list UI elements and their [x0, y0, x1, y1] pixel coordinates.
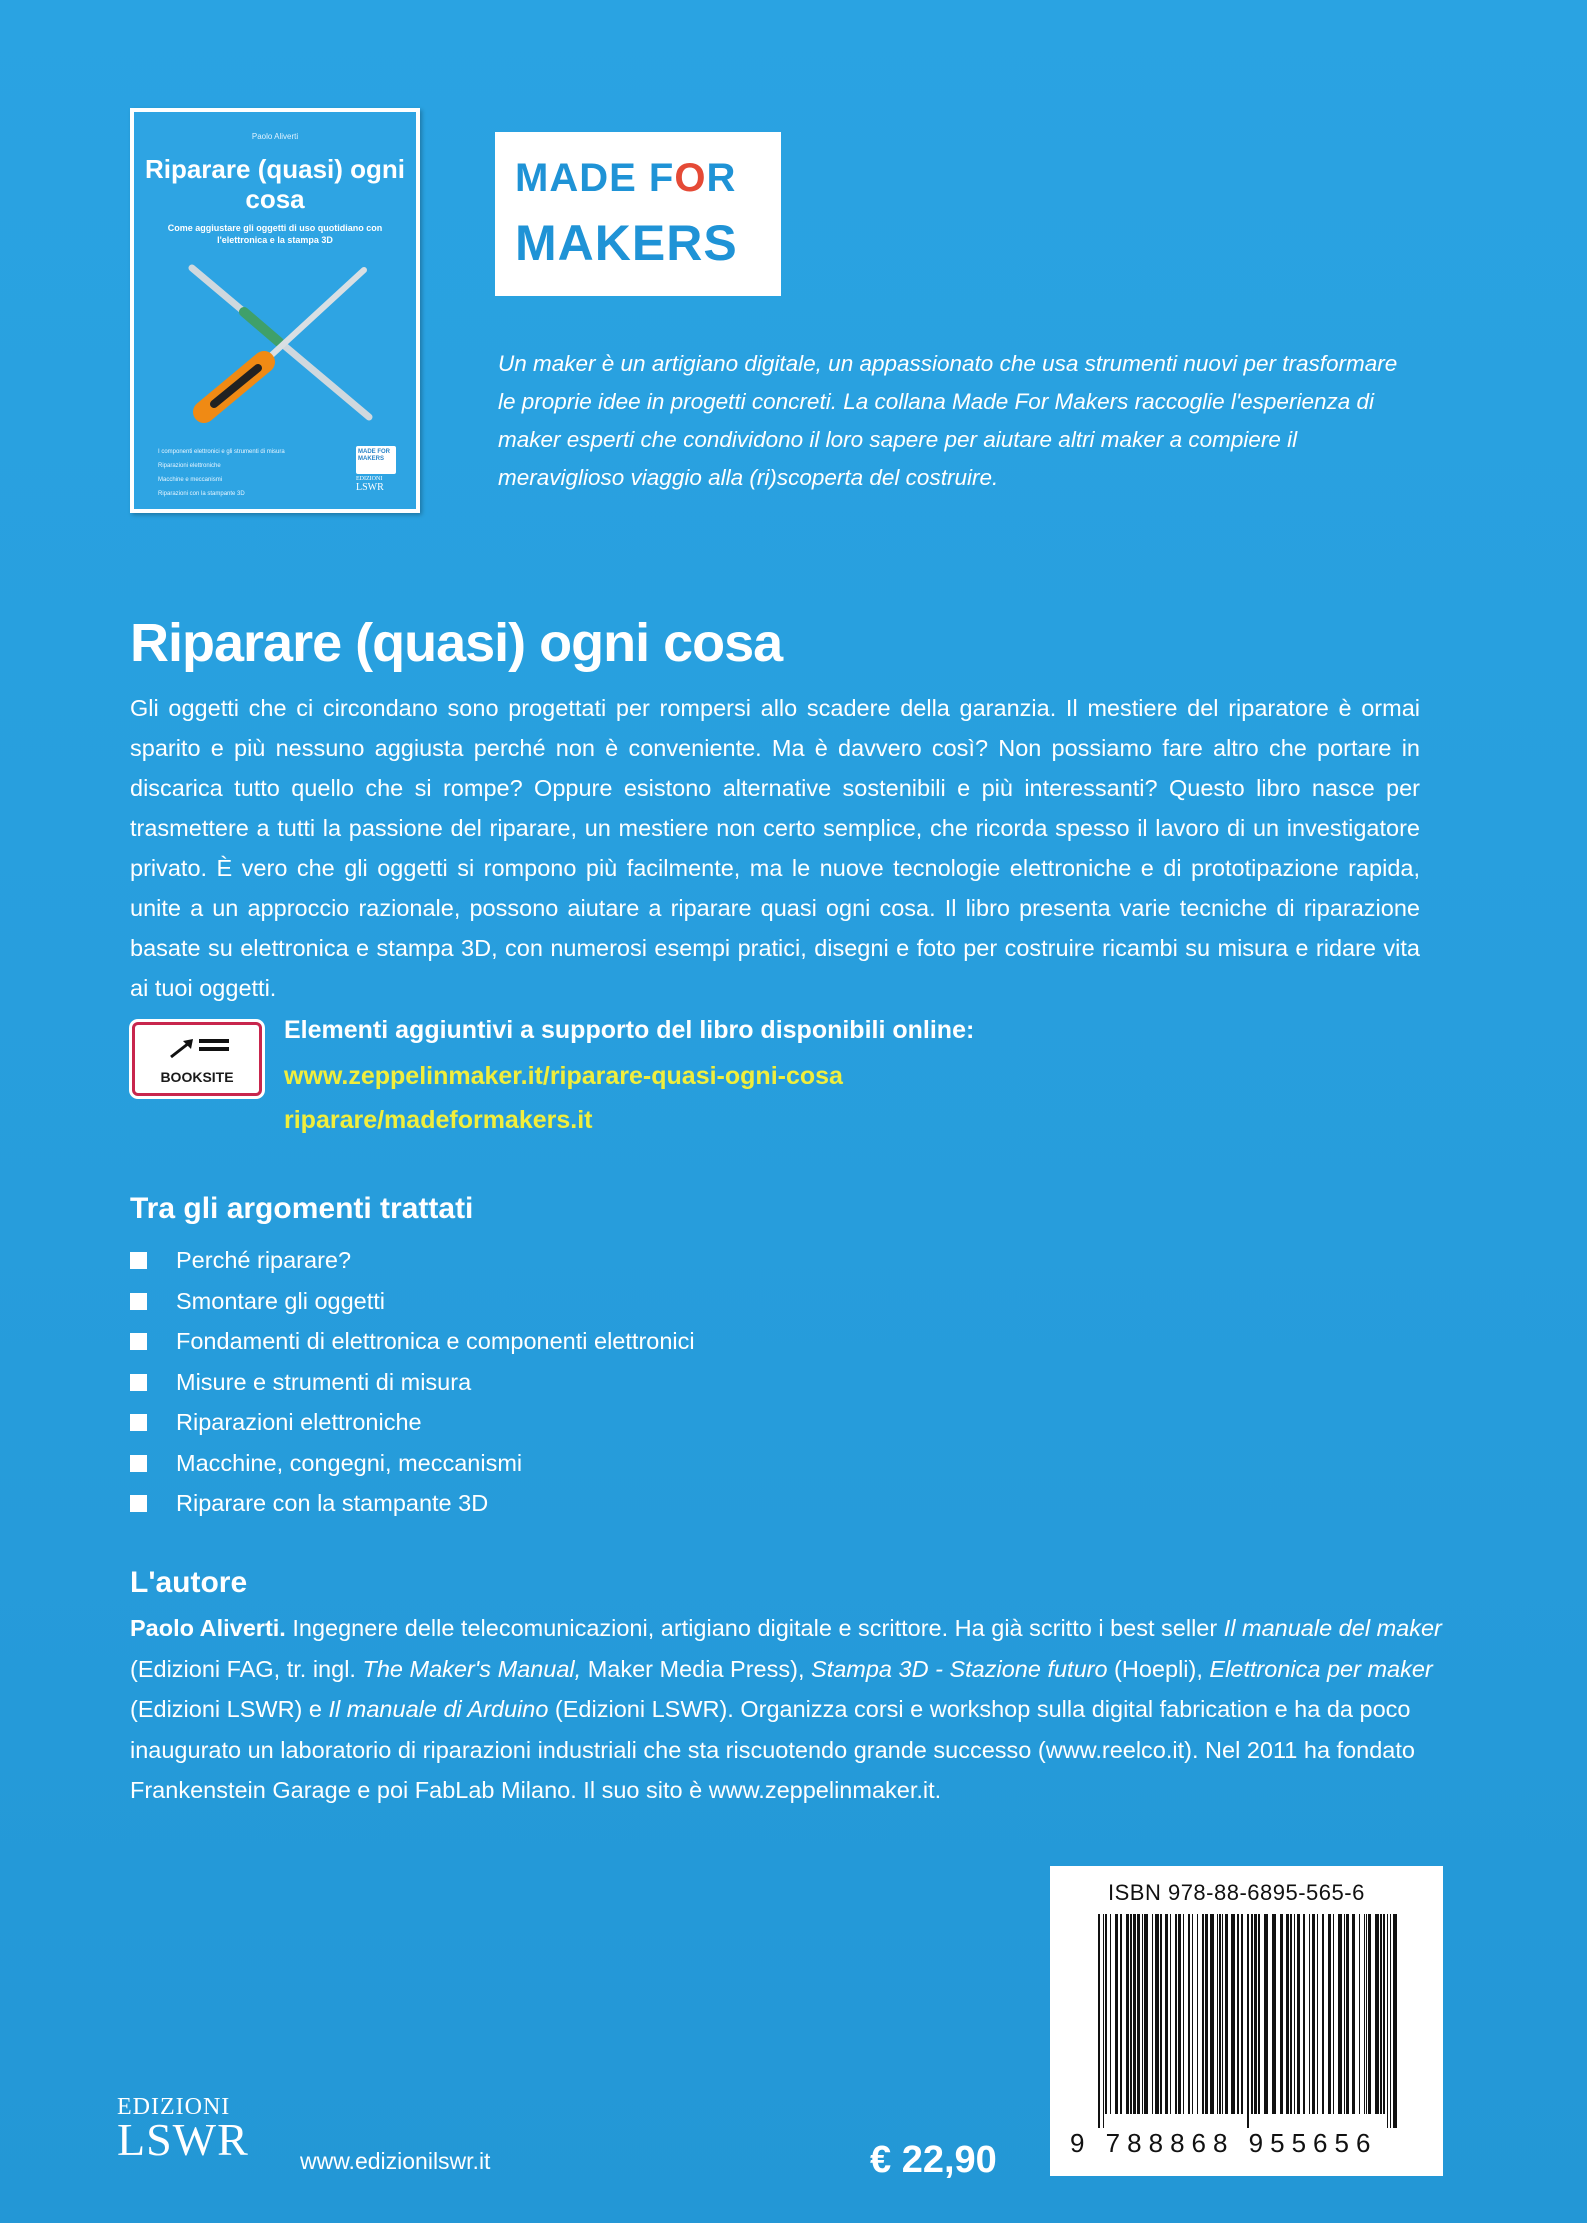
list-item: Misure e strumenti di misura [130, 1362, 695, 1403]
book-description: Gli oggetti che ci circondano sono progettati per rompersi allo scadere della garanzia. Il mestiere del riparatore è ormai sparito e più nessuno aggiusta perché non è conveniente. Ma è davvero così? Non possiamo fare altro che portare in discarica tutto quello che si rompe? Oppure esistono alternative sostenibili e più interessanti? Questo libro nasce per trasmettere a tutti la passione del riparare, un mestiere non certo semplice, che ricorda spesso il lavoro di un investigatore privato. È vero che gli oggetti si rompono più facilmente, ma le nuove tecnologie elettroniche e di prototipazione rapida, unite a un approccio razionale, possono aiutare a riparare quasi ogni cosa. Il libro presenta varie tecniche di riparazione basate su elettronica e stampa 3D, con numerosi esempi pratici, disegni e foto per costruire ricambi su misura e ridare vita ai tuoi oggetti. [130, 695, 1420, 1001]
bullet-square-icon [130, 1414, 147, 1431]
thumb-list-item: Macchine e meccanismi [158, 477, 223, 483]
thumb-list-item: I componenti elettronici e gli strumenti di misura [158, 449, 285, 455]
booksite-link[interactable]: www.zeppelinmaker.it/riparare-quasi-ogni-cosa [284, 1062, 843, 1090]
booksite-label: BOOKSITE [160, 1069, 234, 1085]
series-intro: Un maker è un artigiano digitale, un appassionato che usa strumenti nuovi per trasformare le proprie idee in progetti concreti. La collana Made For Makers raccoglie l'esperienza di maker esperti che condividono il loro sapere per aiutare altri maker a compiere il meraviglioso viaggio alla (ri)scoperta del costruire. [498, 351, 1398, 490]
thumb-publisher [356, 476, 384, 493]
logo-line2: MAKERS [515, 215, 738, 271]
booksite-link-secondary[interactable]: riparare/madeformakers.it [284, 1106, 593, 1134]
bullet-square-icon [130, 1293, 147, 1310]
list-item: Riparare con la stampante 3D [130, 1483, 695, 1524]
thumb-publisher-line2: LSWR [356, 482, 384, 493]
booksite-badge [132, 1022, 262, 1096]
logo-gear-o: O [674, 156, 707, 200]
isbn-barcode [1050, 1866, 1443, 2176]
publisher-line2: LSWR [117, 2114, 249, 2165]
isbn-label: ISBN 978-88-6895-565-6 [1108, 1880, 1365, 1905]
list-item: Macchine, congegni, meccanismi [130, 1443, 695, 1484]
author-bio: Paolo Aliverti. Ingegnere delle telecomunicazioni, artigiano digitale e scrittore. Ha già scritto i best seller Il manuale del maker (Edizioni FAG, tr. ingl. The Maker's Manual, Maker Media Press), Stampa 3D - Stazione futuro (Hoepli), Elettronica per maker (Edizioni LSWR) e Il manuale di Arduino (Edizioni LSWR). Organizza corsi e workshop sulla digital fabrication e ha da poco inaugurato un laboratorio di riparazioni industriali che sta riscuotendo grande successo (www.reelco.it). Nel 2011 ha fondato Frankenstein Garage e poi FabLab Milano. Il suo sito è www.zeppelinmaker.it. [130, 1615, 1442, 1803]
screwdriver-icon [184, 262, 374, 432]
bullet-square-icon [130, 1495, 147, 1512]
thumb-badge [356, 446, 396, 474]
price: € 22,90 [870, 2139, 997, 2181]
list-item: Riparazioni elettroniche [130, 1402, 695, 1443]
topics-heading: Tra gli argomenti trattati [130, 1192, 474, 1225]
list-item: Perché riparare? [130, 1240, 695, 1281]
made-for-makers-logo [495, 132, 781, 296]
thumb-title: Riparare (quasi) ogni cosa [144, 154, 406, 214]
author-heading: L'autore [130, 1566, 248, 1599]
bullet-square-icon [130, 1455, 147, 1472]
publisher-logo [117, 2094, 249, 2165]
barcode-digits: 9 788868 955656 [1070, 2128, 1378, 2158]
cover-thumbnail [130, 108, 420, 513]
logo-line1: MADE FOR [515, 156, 737, 200]
bullet-square-icon [130, 1333, 147, 1350]
thumb-list [158, 445, 318, 501]
thumb-badge-text: MADE FOR MAKERS [358, 449, 390, 462]
thumb-list-item: Riparazioni con la stampante 3D [158, 491, 245, 497]
publisher-line1: EDIZIONI [117, 2094, 231, 2120]
arrow-icon [165, 1033, 235, 1063]
topics-list [130, 1240, 695, 1524]
bullet-square-icon [130, 1252, 147, 1269]
list-item: Smontare gli oggetti [130, 1281, 695, 1322]
list-item: Fondamenti di elettronica e componenti elettronici [130, 1321, 695, 1362]
publisher-url[interactable]: www.edizionilswr.it [300, 2148, 491, 2174]
thumb-subtitle: Come aggiustare gli oggetti di uso quotidiano con l'elettronica e la stampa 3D [167, 223, 383, 245]
barcode-bars [1098, 1914, 1398, 2128]
online-heading: Elementi aggiuntivi a supporto del libro disponibili online: [284, 1016, 975, 1044]
book-title: Riparare (quasi) ogni cosa [130, 613, 783, 673]
thumb-author: Paolo Aliverti [251, 132, 299, 141]
thumb-list-item: Riparazioni elettroniche [158, 463, 221, 469]
bullet-square-icon [130, 1374, 147, 1391]
thumb-publisher-line1: EDIZIONI [356, 476, 383, 482]
